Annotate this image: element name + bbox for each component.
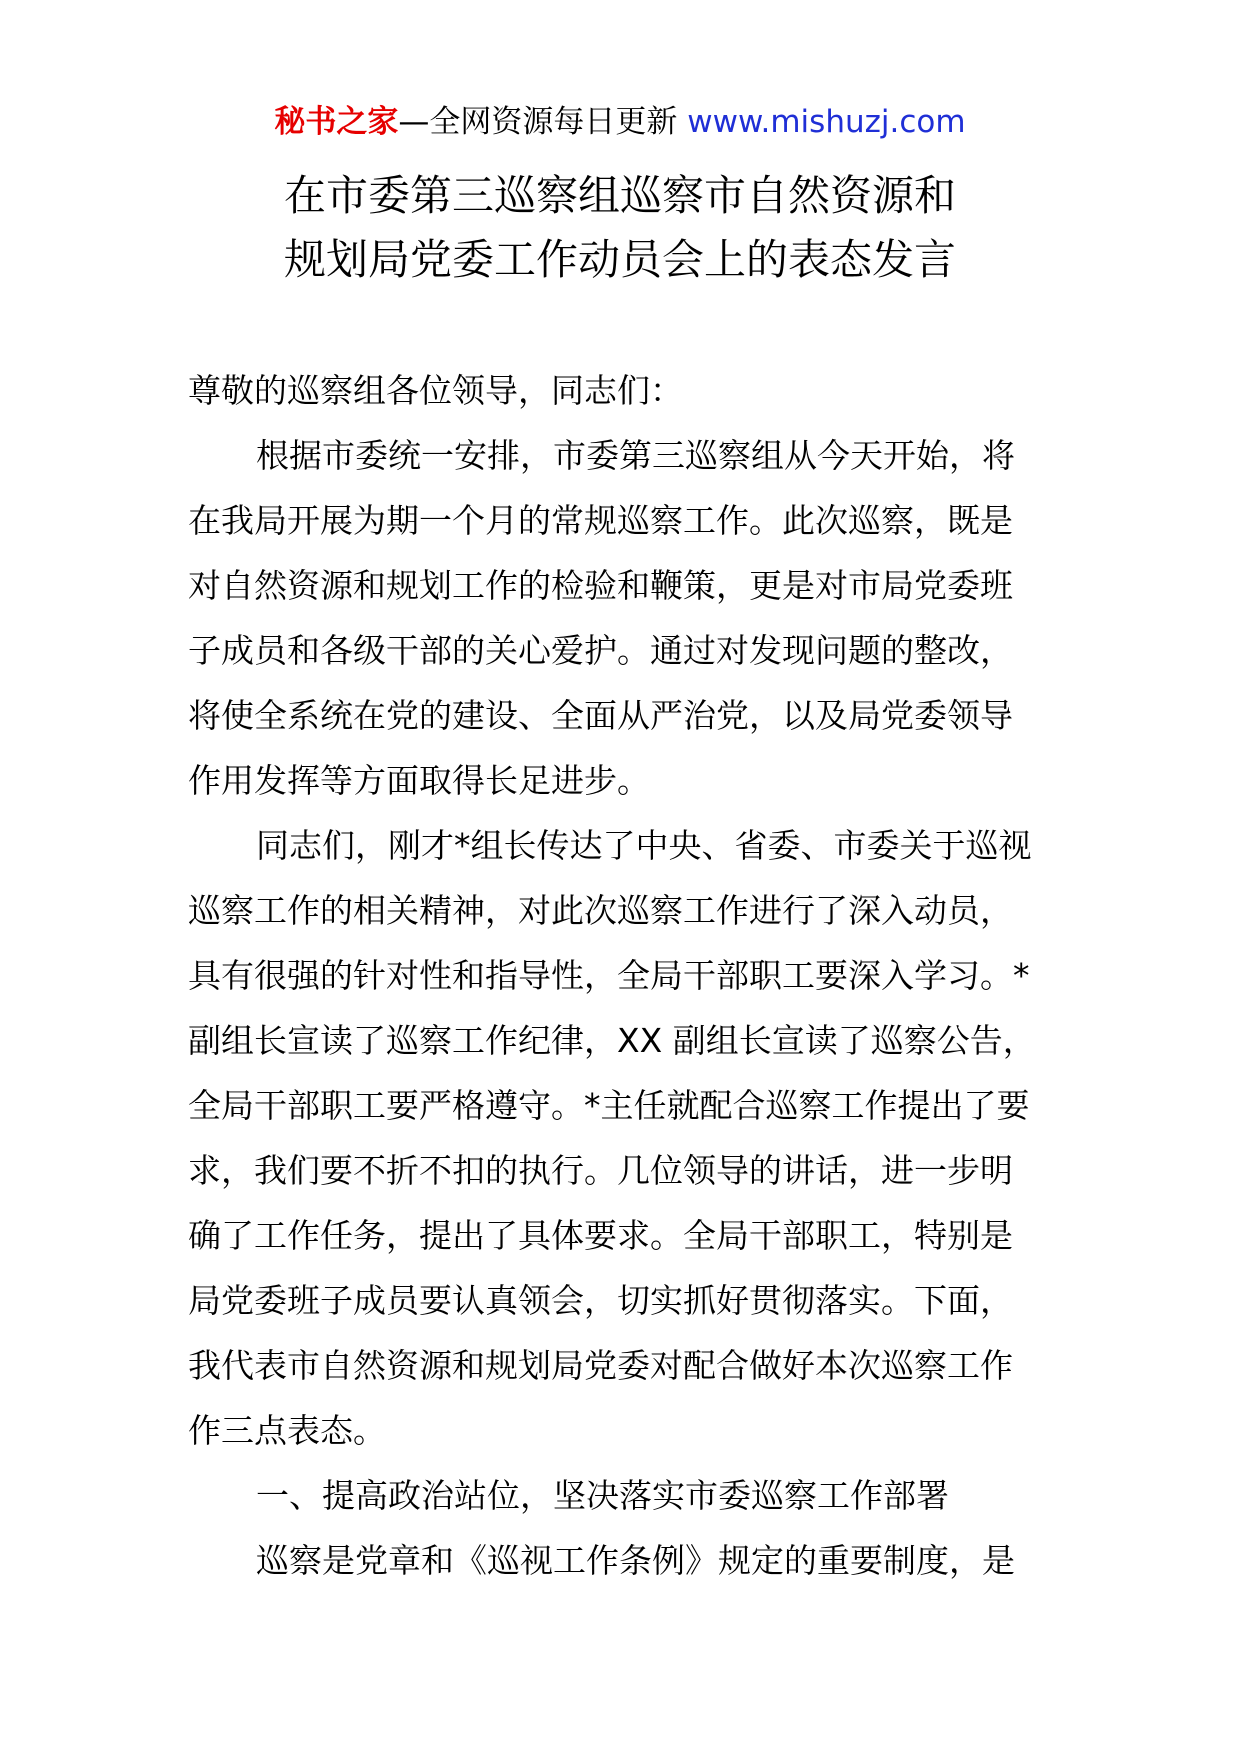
paragraph-line: 将使全系统在党的建设、全面从严治党，以及局党委领导 — [188, 696, 1013, 735]
header-tagline: —全网资源每日更新 — [398, 104, 678, 140]
document-body — [188, 358, 1060, 1593]
paragraph-line: 作三点表态。 — [188, 1411, 386, 1450]
paragraph-line: 对自然资源和规划工作的检验和鞭策，更是对市局党委班 — [188, 566, 1013, 605]
section-heading: 一、提高政治站位，坚决落实市委巡察工作部署 — [256, 1476, 949, 1515]
paragraph-line: 确了工作任务，提出了具体要求。全局干部职工，特别是 — [188, 1216, 1013, 1255]
title-line-2: 规划局党委工作动员会上的表态发言 — [283, 235, 956, 284]
paragraph-line: 具有很强的针对性和指导性，全局干部职工要深入学习。* — [188, 956, 1030, 995]
paragraph-line: 作用发挥等方面取得长足进步。 — [188, 761, 650, 800]
paragraph-line: 我代表市自然资源和规划局党委对配合做好本次巡察工作 — [188, 1346, 1013, 1385]
brand-name: 秘书之家 — [274, 104, 399, 140]
site-url-link[interactable]: www.mishuzj.com — [687, 104, 966, 140]
paragraph-line: 求，我们要不折不扣的执行。几位领导的讲话，进一步明 — [188, 1151, 1013, 1190]
paragraph-line: 同志们，刚才*组长传达了中央、省委、市委关于巡视 — [256, 826, 1032, 865]
paragraph-line: 子成员和各级干部的关心爱护。通过对发现问题的整改， — [188, 631, 1013, 670]
paragraph-line: 在我局开展为期一个月的常规巡察工作。此次巡察，既是 — [188, 501, 1013, 540]
paragraph-line: 根据市委统一安排，市委第三巡察组从今天开始，将 — [256, 436, 1015, 475]
site-header — [0, 100, 1240, 144]
paragraph-line: 副组长宣读了巡察工作纪律，XX 副组长宣读了巡察公告， — [188, 1021, 1036, 1060]
document-title — [0, 164, 1240, 292]
salutation: 尊敬的巡察组各位领导，同志们： — [188, 371, 683, 410]
paragraph-line: 局党委班子成员要认真领会，切实抓好贯彻落实。下面， — [188, 1281, 1013, 1320]
paragraph-line: 巡察工作的相关精神，对此次巡察工作进行了深入动员， — [188, 891, 1013, 930]
paragraph-line: 全局干部职工要严格遵守。*主任就配合巡察工作提出了要 — [188, 1086, 1030, 1125]
paragraph-line: 巡察是党章和《巡视工作条例》规定的重要制度，是 — [256, 1541, 1015, 1580]
title-line-1: 在市委第三巡察组巡察市自然资源和 — [283, 171, 956, 220]
